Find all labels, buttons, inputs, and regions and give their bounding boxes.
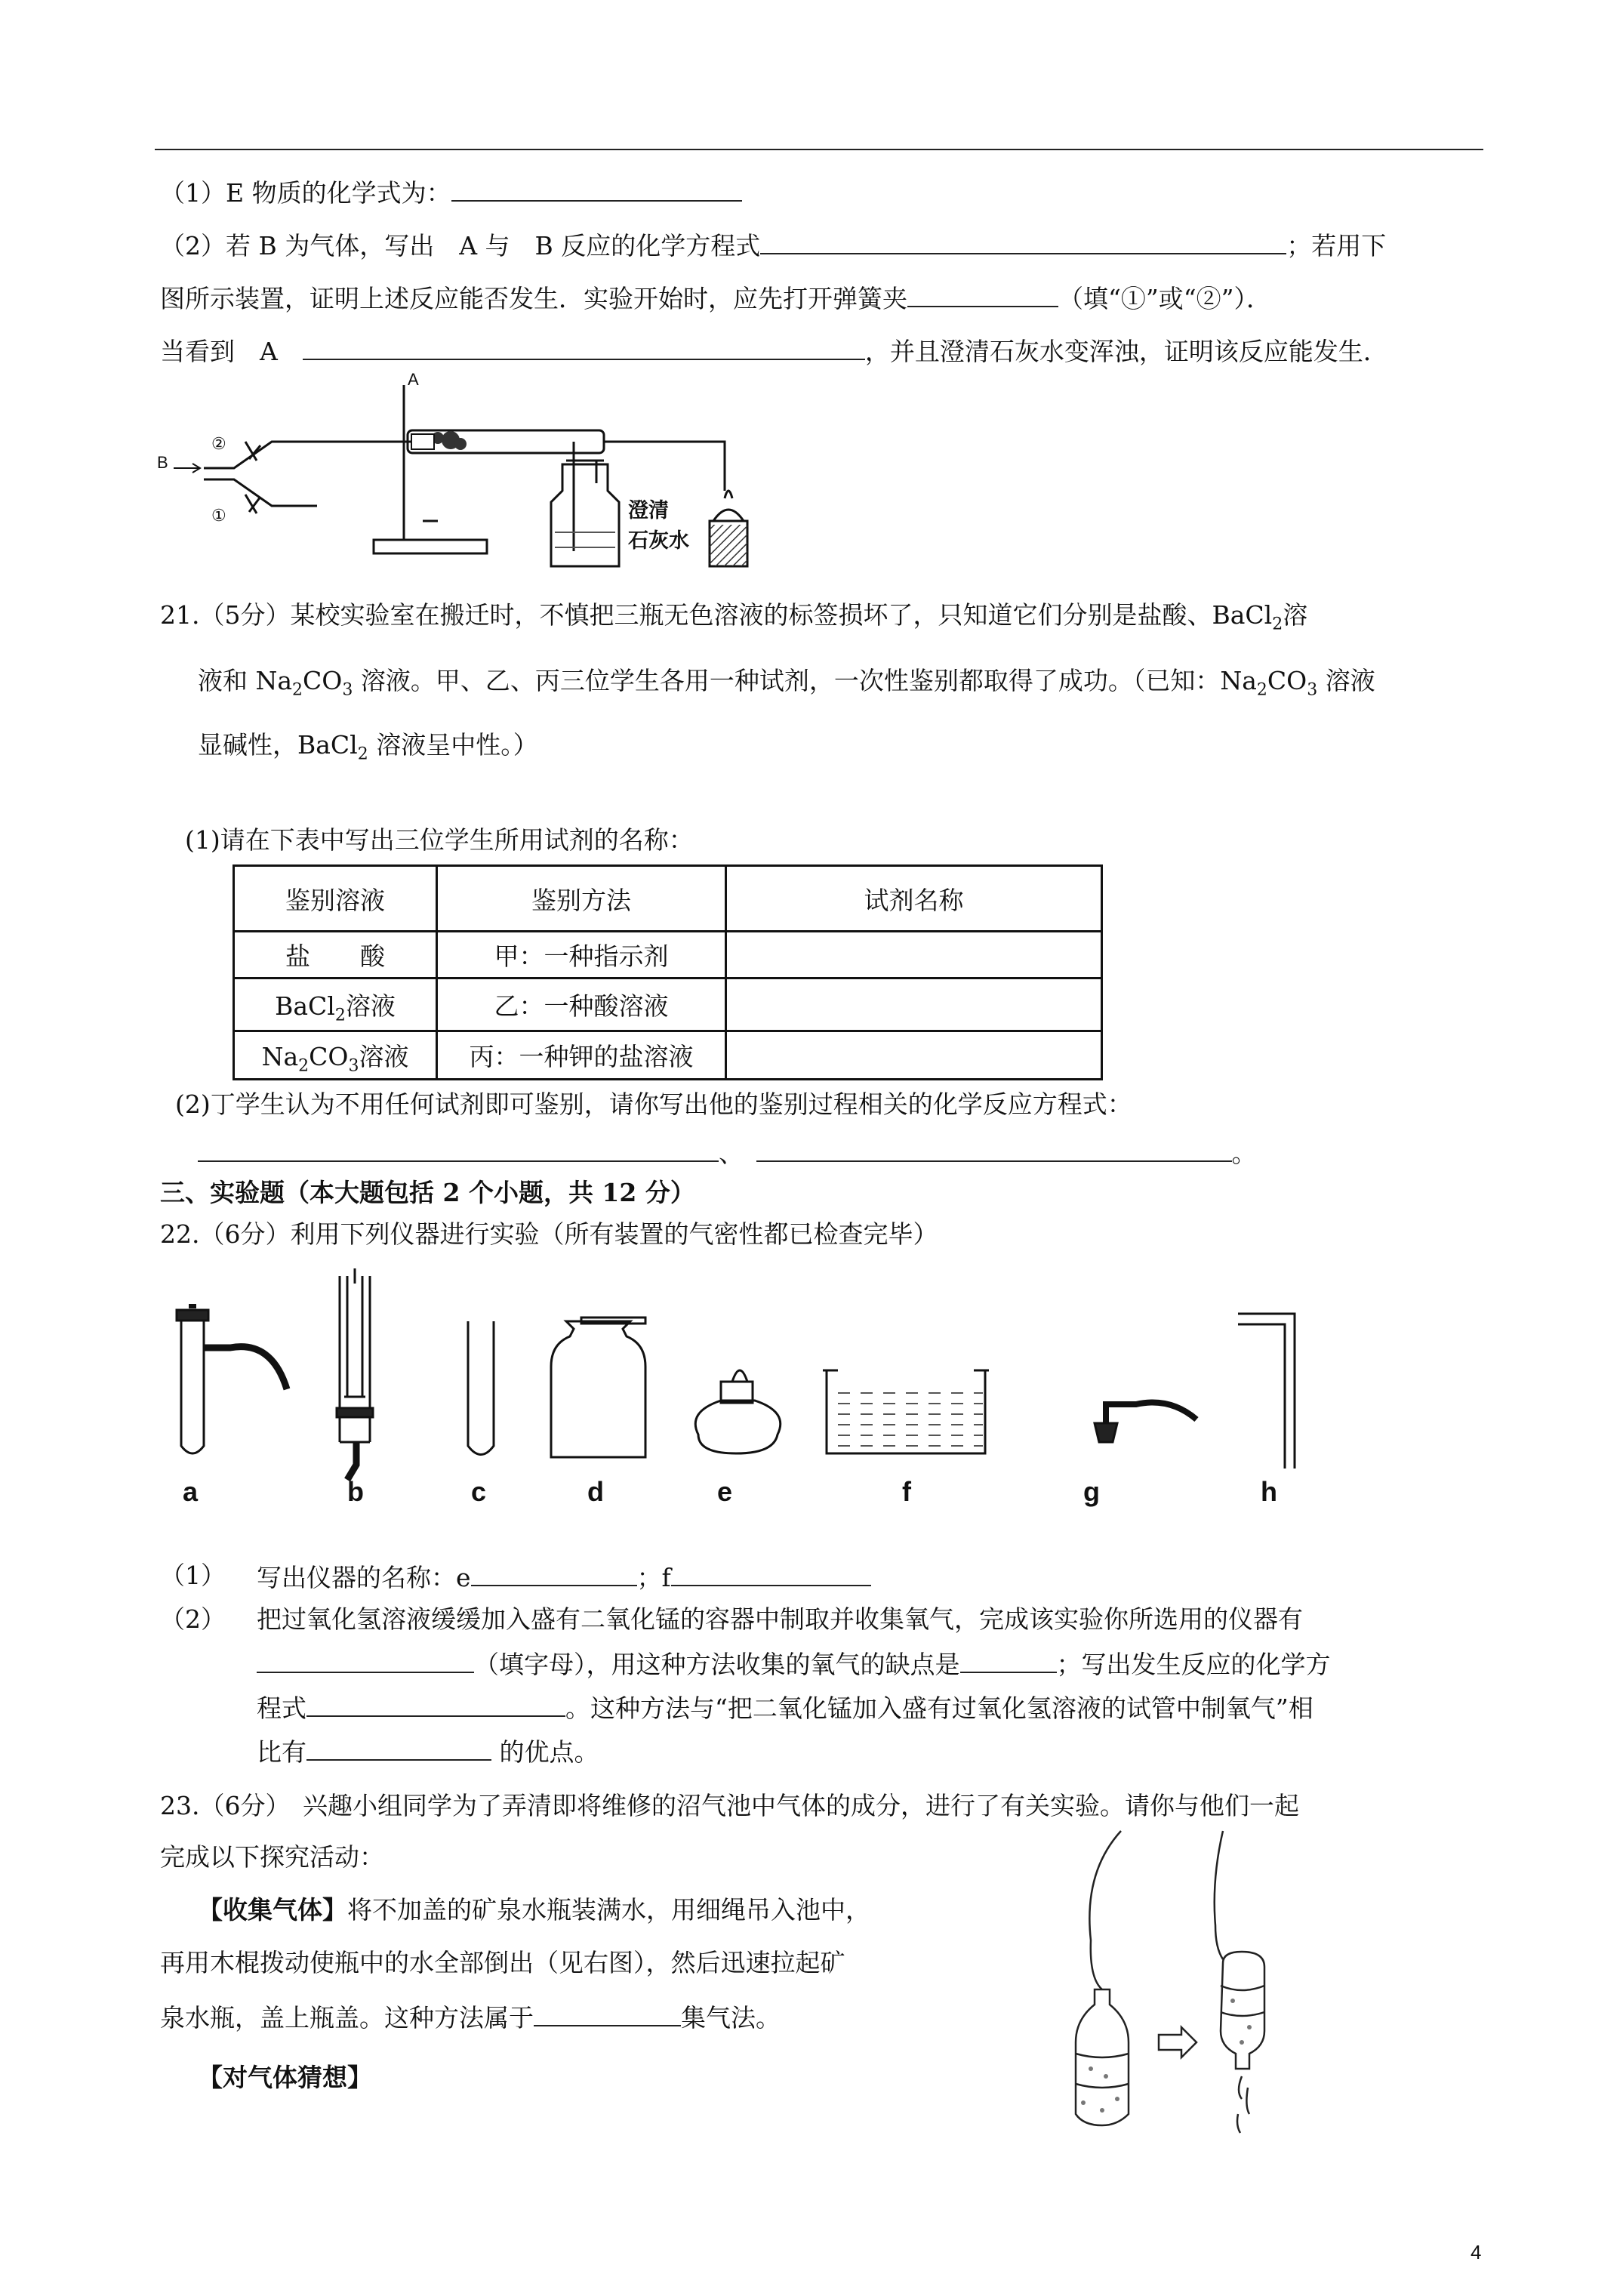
- apparatus-c-test-tube: [468, 1321, 494, 1455]
- q22-sub2-line4-tail: 的优点。: [491, 1737, 599, 1767]
- na2co3-suffix: 溶液: [359, 1042, 409, 1071]
- q22-sub2-number: （2）: [160, 1604, 226, 1634]
- q21-line2-c: 溶液。甲、乙、丙三位学生各用一种试剂，一次性鉴别都取得了成功。（已知：Na: [353, 666, 1257, 695]
- answer-blank-observation[interactable]: [303, 334, 865, 360]
- q23-bottle-figure: [1061, 1827, 1302, 2152]
- table-cell-method-bing: 丙：一种钾的盐溶液: [437, 1031, 726, 1080]
- q21-line1: [160, 600, 1308, 634]
- table-cell-na2co3: [234, 1031, 437, 1080]
- q22-sub1-line: [257, 1561, 871, 1593]
- q21-line2-e: 溶液: [1317, 666, 1375, 695]
- q23-collect-text3: 泉水瓶，盖上瓶盖。这种方法属于: [160, 2003, 534, 2032]
- answer-blank-e-formula[interactable]: [451, 176, 742, 202]
- q20-apparatus-figure: [151, 370, 785, 574]
- fig-label-limewater-1: 澄清: [628, 499, 669, 522]
- q20-line4: [160, 334, 1388, 367]
- q20-part1-text: （1）E 物质的化学式为：: [160, 178, 451, 208]
- q21-reagent-table: [233, 864, 1103, 1080]
- q21-line3-a: 显碱性，BaCl: [198, 730, 358, 760]
- bacl2-sub: 2: [334, 1006, 346, 1025]
- q22-sub2-line4: [257, 1735, 599, 1767]
- apparatus-d-gas-jar: [551, 1318, 645, 1457]
- apparatus-h-bent-tube: [1238, 1314, 1295, 1469]
- q23-collect-line2: 再用木棍拨动使瓶中的水全部倒出（见右图），然后迅速拉起矿: [160, 1948, 845, 1977]
- q23-collect-text1: 将不加盖的矿泉水瓶装满水，用细绳吊入池中，: [347, 1895, 870, 1925]
- q22-sub1-text: 写出仪器的名称：e: [257, 1563, 471, 1592]
- q22-sub2-line2-tail: ；写出发生反应的化学方: [1056, 1650, 1331, 1679]
- apparatus-label-c: c: [471, 1476, 487, 1507]
- apparatus-label-g: g: [1083, 1476, 1100, 1507]
- q22-sub2-line3-tail: 。这种方法与“把二氧化锰加入盛有过氧化氢溶液的试管中制氧气”相: [565, 1693, 1313, 1723]
- answer-blank-clamp[interactable]: [907, 282, 1058, 307]
- q20-line1: [160, 176, 742, 208]
- answer-cell-yi[interactable]: [726, 978, 1102, 1031]
- q21-sub1: (1)请在下表中写出三位学生所用试剂的名称：: [185, 825, 694, 855]
- apparatus-label-d: d: [587, 1476, 604, 1507]
- hcl-label: 盐 酸: [285, 942, 385, 971]
- fig-label-clamp-2: ②: [211, 434, 226, 453]
- fig-label-b: B: [157, 453, 168, 472]
- answer-blank-equation-1[interactable]: [198, 1136, 719, 1162]
- q21-equation-line: [198, 1136, 1257, 1169]
- q21-line2-d: CO: [1267, 666, 1307, 695]
- q23-collect-tail: 集气法。: [681, 2003, 781, 2032]
- q22-apparatus-figure: [159, 1261, 1306, 1510]
- answer-cell-jia[interactable]: [726, 932, 1102, 978]
- q23-collect-line3: [160, 2001, 781, 2033]
- answer-blank-advantage[interactable]: [306, 1735, 491, 1761]
- fig-label-limewater-2: 石灰水: [628, 529, 689, 553]
- table-cell-bacl2: [234, 978, 437, 1031]
- q21-line2-a: 液和 Na: [198, 666, 293, 695]
- q20-line3: [160, 282, 1271, 314]
- q21-line2: [198, 666, 1375, 700]
- apparatus-label-a: a: [183, 1476, 199, 1507]
- q21-separator: 、: [719, 1139, 731, 1168]
- q21-line2-sub3: 2: [1256, 680, 1267, 700]
- answer-blank-reaction-equation[interactable]: [306, 1691, 565, 1717]
- table-header-reagent: 试剂名称: [726, 866, 1102, 932]
- q21-end: 。: [1231, 1139, 1257, 1168]
- apparatus-label-e: e: [717, 1476, 733, 1507]
- q21-line2-sub2: 3: [342, 680, 353, 700]
- q22-sub2-line3-text: 程式: [257, 1693, 306, 1723]
- na2co3-sub2: 3: [348, 1056, 359, 1076]
- q22-line1: 22.（6分）利用下列仪器进行实验（所有装置的气密性都已检查完毕）: [160, 1219, 938, 1249]
- section-3-heading: 三、实验题（本大题包括 2 个小题，共 12 分）: [160, 1178, 695, 1207]
- q22-sub1-f: ；f: [636, 1563, 671, 1592]
- q21-line1-sub: 2: [1272, 615, 1283, 634]
- q21-line3: [198, 730, 538, 764]
- na2co3-label: Na: [261, 1042, 299, 1071]
- fig-label-a: A: [408, 370, 419, 389]
- q21-line2-b: CO: [303, 666, 343, 695]
- bacl2-label: BaCl: [275, 991, 335, 1021]
- q23-guess-heading: 【对气体猜想】: [198, 2063, 372, 2092]
- q21-line2-sub1: 2: [292, 680, 303, 700]
- apparatus-label-b: b: [347, 1476, 364, 1507]
- answer-blank-instruments[interactable]: [257, 1647, 474, 1673]
- q20-part2-tail: ；若用下: [1286, 231, 1387, 260]
- q20-part2-text: （2）若 B 为气体，写出 A 与 B 反应的化学方程式: [160, 231, 761, 260]
- answer-blank-equation-2[interactable]: [756, 1136, 1232, 1162]
- q22-sub2-line1: 把过氧化氢溶液缓缓加入盛有二氧化锰的容器中制取并收集氧气，完成该实验你所选用的仪器有: [257, 1604, 1303, 1634]
- q21-line1-text: 21.（5分）某校实验室在搬迁时，不慎把三瓶无色溶液的标签损坏了，只知道它们分别是盐酸、BaCl: [160, 600, 1273, 630]
- answer-blank-name-e[interactable]: [471, 1561, 637, 1586]
- q23-collect-heading: 【收集气体】: [198, 1895, 347, 1925]
- apparatus-label-h: h: [1261, 1476, 1277, 1507]
- q21-sub2: (2)丁学生认为不用任何试剂即可鉴别，请你写出他的鉴别过程相关的化学反应方程式：: [175, 1089, 1132, 1119]
- q20-line3-text: 图所示装置，证明上述反应能否发生．实验开始时，应先打开弹簧夹: [160, 284, 907, 313]
- header-rule: [155, 149, 1483, 150]
- q22-sub2-line4-text: 比有: [257, 1737, 306, 1767]
- table-header-solution: 鉴别溶液: [234, 866, 437, 932]
- answer-blank-drawback[interactable]: [960, 1647, 1057, 1673]
- table-cell-method-yi: 乙：一种酸溶液: [437, 978, 726, 1031]
- q20-line4-tail: ，并且澄清石灰水变浑浊，证明该反应能发生．: [864, 337, 1388, 366]
- q22-sub1-number: （1）: [160, 1561, 226, 1590]
- answer-blank-equation[interactable]: [760, 229, 1286, 254]
- apparatus-label-f: f: [902, 1476, 911, 1507]
- answer-blank-collection-method[interactable]: [534, 2001, 681, 2026]
- table-cell-method-jia: 甲：一种指示剂: [437, 932, 726, 978]
- answer-blank-name-f[interactable]: [671, 1561, 871, 1586]
- q20-line2: [160, 229, 1386, 261]
- q23-line2: 完成以下探究活动：: [160, 1842, 384, 1872]
- table-cell-hcl: [234, 932, 437, 978]
- q23-collect-line1: [198, 1895, 870, 1925]
- q22-sub2-line3: [257, 1691, 1313, 1724]
- na2co3-co: CO: [309, 1042, 349, 1071]
- q20-line4-text: 当看到 A: [160, 337, 278, 366]
- q22-sub2-line2: [257, 1647, 1331, 1680]
- q23-line1: 23.（6分） 兴趣小组同学为了弄清即将维修的沼气池中气体的成分，进行了有关实验。请你与他们一起: [160, 1791, 1299, 1820]
- bacl2-suffix: 溶液: [345, 991, 396, 1021]
- q20-line3-tail: （填“①”或“②”）．: [1058, 284, 1271, 313]
- fig-label-clamp-1: ①: [211, 506, 226, 525]
- page-number: 4: [1471, 2241, 1482, 2264]
- q21-line3-sub: 2: [357, 744, 368, 764]
- apparatus-b-syringe-tube: [337, 1268, 373, 1480]
- table-header-method: 鉴别方法: [437, 866, 726, 932]
- q21-line3-b: 溶液呈中性。）: [368, 730, 538, 760]
- apparatus-a-test-tube-with-delivery: [177, 1306, 287, 1453]
- answer-cell-bing[interactable]: [726, 1031, 1102, 1080]
- na2co3-sub1: 2: [298, 1056, 310, 1076]
- q21-line1-end: 溶: [1283, 600, 1308, 630]
- apparatus-e-alcohol-lamp: [695, 1370, 781, 1453]
- q22-sub2-line2-text: （填字母），用这种方法收集的氧气的缺点是: [474, 1650, 960, 1679]
- q21-line2-sub4: 3: [1307, 680, 1318, 700]
- apparatus-g-stopper-with-tube: [1095, 1403, 1196, 1443]
